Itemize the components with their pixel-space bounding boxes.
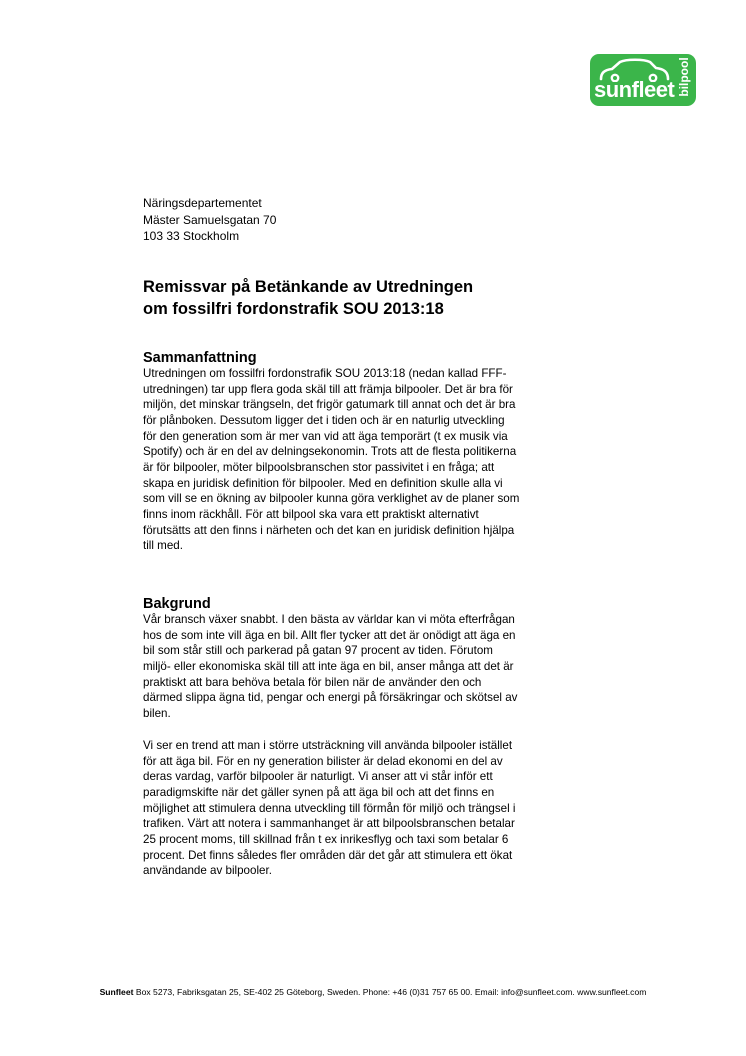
text-line: för plånboken. Dessutom ligger det i tiden och är en naturlig utveckling	[143, 413, 505, 427]
recipient-address	[143, 195, 276, 245]
document-title	[143, 276, 573, 320]
text-line: möjlighet att stimulera denna utveckling till förmån för miljö och trängsel i	[143, 801, 516, 815]
text-line: Vi ser en trend att man i större utsträckning vill använda bilpooler istället	[143, 739, 513, 752]
sunfleet-logo	[590, 54, 696, 106]
text-line: trafiken. Värt att notera i sammanhanget är att bilpoolsbranschen betalar	[143, 817, 515, 831]
text-line: är för bilpooler, möter bilpoolsbranschen stor passivitet i en fråga; att	[143, 460, 495, 474]
summary-paragraph	[143, 366, 519, 554]
text-line: Spotify) och är en del av delningsekonomin. Trots att de flesta politikerna	[143, 445, 517, 459]
text-line: Vår bransch växer snabbt. I den bästa av världar kan vi möta efterfrågan	[143, 613, 515, 626]
text-line: Utredningen om fossilfri fordonstrafik SOU 2013:18 (nedan kallad FFF-	[143, 367, 507, 380]
logo-wordmark: sunfleet	[594, 77, 675, 102]
page-footer	[0, 987, 746, 997]
text-line: bilen.	[143, 706, 171, 720]
text-line: paradigmskifte när det gäller synen på att äga bil och att det finns en	[143, 785, 495, 799]
address-line: Mäster Samuelsgatan 70	[143, 212, 277, 227]
address-line: Näringsdepartementet	[143, 196, 262, 210]
text-line: därmed slippa ägna tid, pengar och energi på försäkringar och skötsel av	[143, 691, 518, 705]
text-line: utredningen) tar upp flera goda skäl till att främja bilpooler. Det är bra för	[143, 382, 513, 396]
background-heading: Bakgrund	[143, 596, 211, 612]
text-line: finns inom räckhåll. För att bilpool ska vara ett praktiskt alternativt	[143, 507, 479, 521]
text-line: bil som står still och parkerad på gatan 97 procent av tiden. Förutom	[143, 644, 493, 658]
text-line: miljö- eller ekonomiska skäl till att inte äga en bil, anser många att det är	[143, 659, 514, 673]
text-line: för den generation som är mer van vid att äga temporärt (t ex musik via	[143, 429, 508, 443]
title-line: Remissvar på Betänkande av Utredningen	[143, 278, 474, 296]
text-line: hos de som inte vill äga en bil. Allt fler tycker att det är onödigt att äga en	[143, 628, 516, 642]
text-line: förutsätts att den finns i närheten och det kan en juridisk definition hjälpa	[143, 523, 515, 537]
logo-subtitle	[672, 54, 696, 106]
address-line: 103 33 Stockholm	[143, 229, 240, 243]
text-line: procent. Det finns således fler områden där det går att stimulera ett ökat	[143, 848, 513, 862]
footer-company: Sunfleet	[99, 987, 134, 997]
background-paragraph-2	[143, 738, 515, 879]
text-line: användande av bilpooler.	[143, 864, 272, 878]
text-line: 25 procent moms, till skillnad från t ex inrikesflyg och taxi som betalar 6	[143, 832, 509, 846]
title-line: om fossilfri fordonstrafik SOU 2013:18	[143, 300, 444, 318]
summary-heading: Sammanfattning	[143, 350, 257, 366]
text-line: deras vardag, varför bilpooler är naturligt. Vi anser att vi står inför ett	[143, 770, 493, 784]
footer-details: Box 5273, Fabriksgatan 25, SE-402 25 Göteborg, Sweden. Phone: +46 (0)31 757 65 00. Email: info@sunfleet.com. www.sunfleet.com	[133, 987, 647, 997]
background-paragraph-1	[143, 612, 517, 722]
text-line: miljön, det minskar trängseln, det frigör gatumark till annat och det är bra	[143, 398, 516, 412]
logo-subtitle-text: bilpool	[677, 57, 691, 97]
text-line: till med.	[143, 539, 183, 553]
text-line: som vill se en ökning av bilpooler kunna göra verklighet av de planer som	[143, 492, 520, 506]
text-line: skapa en juridisk definition för bilpooler. Med en definition skulle alla vi	[143, 476, 503, 490]
text-line: för att äga bil. För en ny generation bilister är delad ekonomi en del av	[143, 754, 503, 768]
text-line: praktiskt att bara behöva betala för bilen när de använder den och	[143, 675, 482, 689]
